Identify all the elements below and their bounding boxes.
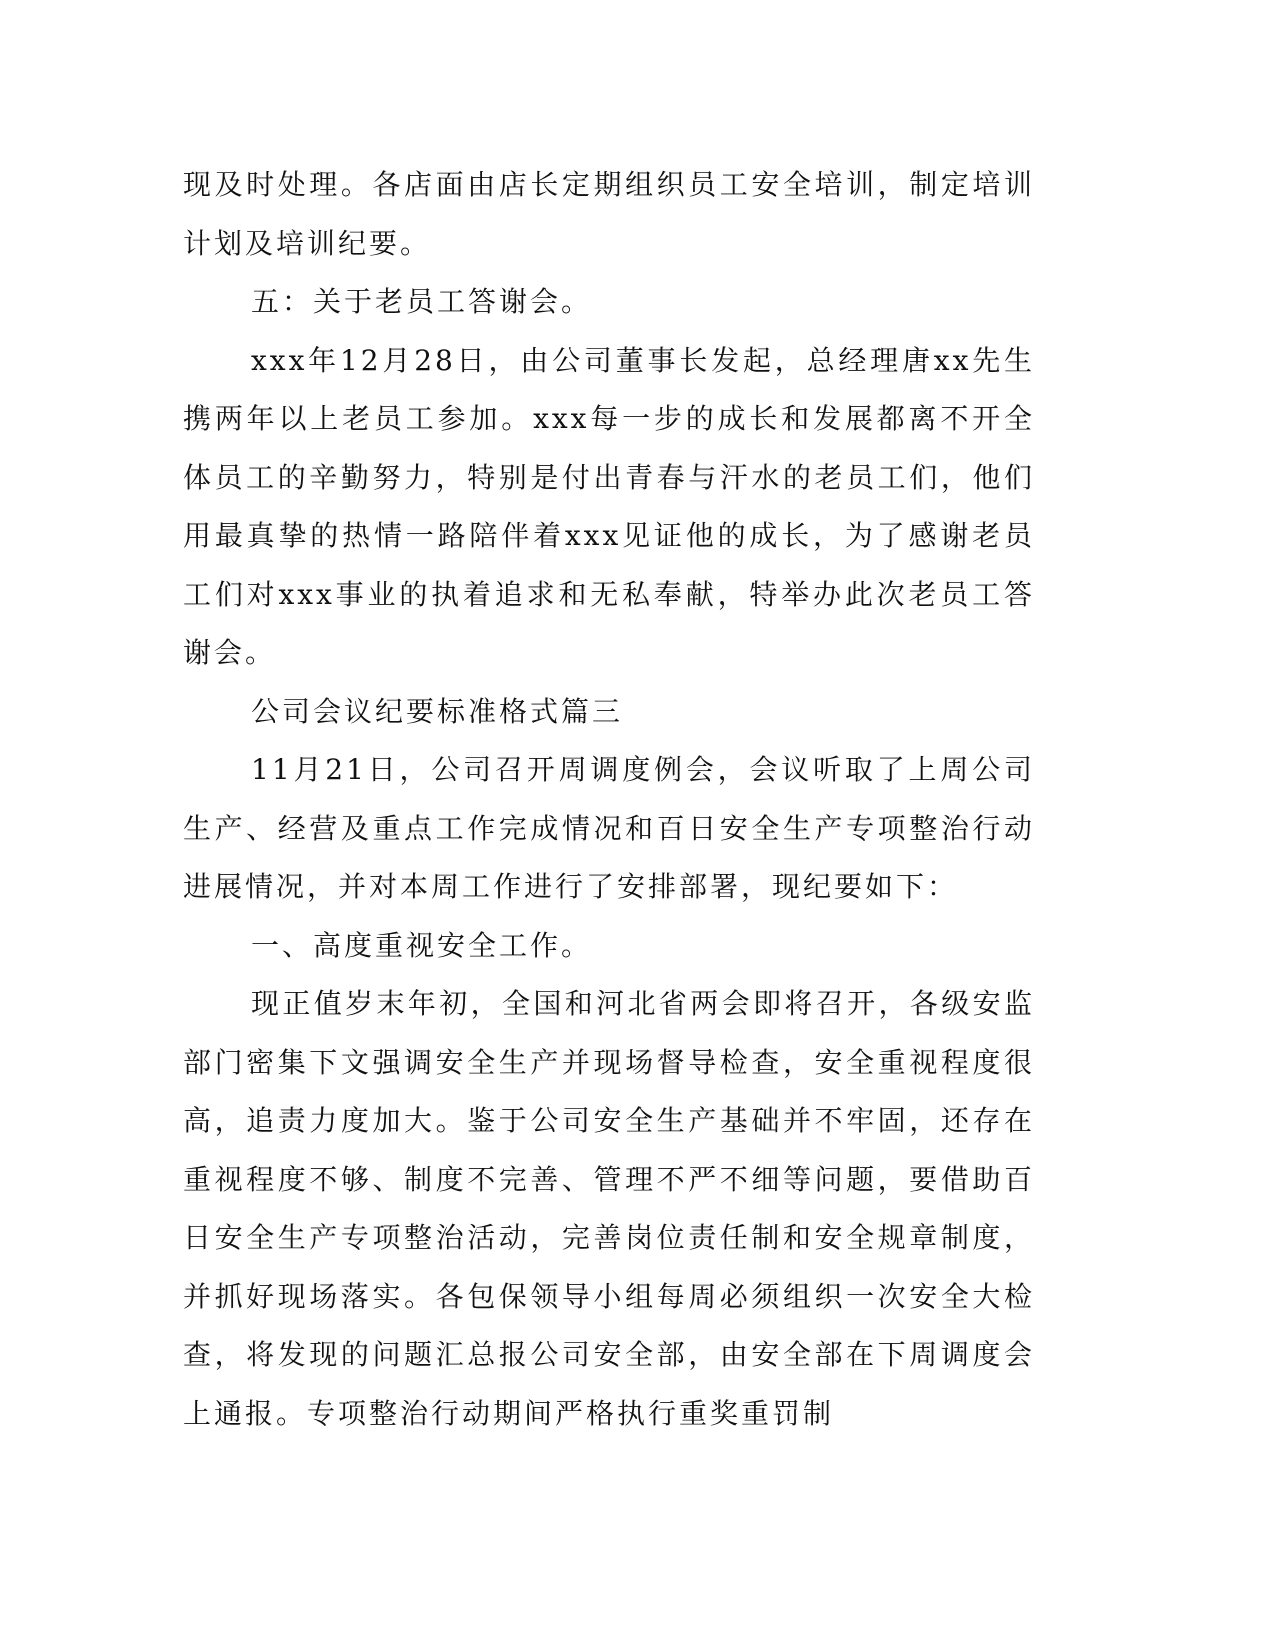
section-heading-one: 一、高度重视安全工作。: [251, 928, 593, 962]
document-section-title: 公司会议纪要标准格式篇三: [251, 694, 624, 728]
section-heading-five: 五：关于老员工答谢会。: [251, 285, 593, 318]
paragraph-appreciation-meeting: xxx年12月28日，由公司董事长发起，总经理唐xx先生携两年以上老员工参加。xxx每一步的成长和发展都离不开全体员工的辛勤努力，特别是付出青春与汗水的老员工们，他们用最真挚的热情一路陪伴着xxx见证他的成长，为了感谢老员工们对xxx事业的执着追求和无私奉献，特举办此次老员工答谢会。: [183, 343, 1035, 669]
document-body: [183, 156, 1035, 1443]
paragraph-continued: 现及时处理。各店面由店长定期组织员工安全培训，制定培训计划及培训纪要。: [183, 168, 1035, 260]
paragraph-safety-work: 现正值岁末年初，全国和河北省两会即将召开，各级安监部门密集下文强调安全生产并现场督导检查，安全重视程度很高，追责力度加大。鉴于公司安全生产基础并不牢固，还存在重视程度不够、制度不完善、管理不严不细等问题，要借助百日安全生产专项整治活动，完善岗位责任制和安全规章制度，并抓好现场落实。各包保领导小组每周必须组织一次安全大检查，将发现的问题汇总报公司安全部，由安全部在下周调度会上通报。专项整治行动期间严格执行重奖重罚制: [183, 987, 1035, 1430]
paragraph-meeting-intro: 11月21日，公司召开周调度例会，会议听取了上周公司生产、经营及重点工作完成情况和百日安全生产专项整治行动进展情况，并对本周工作进行了安排部署，现纪要如下：: [183, 753, 1035, 903]
